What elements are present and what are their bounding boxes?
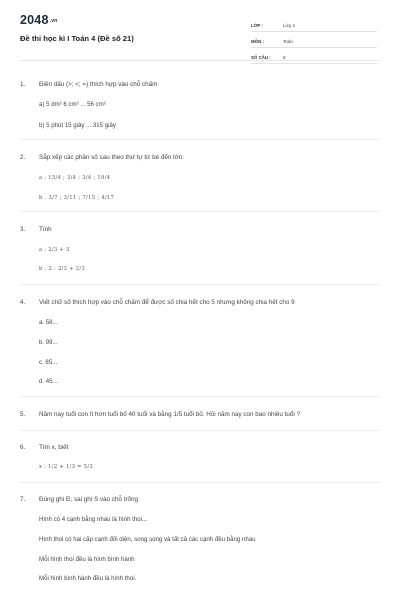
option: d. 45... (39, 378, 58, 385)
exam-meta (251, 16, 377, 64)
option: x : 1/2 + 1/3 = 5/3 (39, 464, 94, 470)
divider (20, 430, 380, 431)
option: a . 2/3 + 3 (39, 247, 70, 253)
option: b) 5 phút 15 giây ... 315 giây (39, 122, 116, 129)
option: Hình thoi có hai cặp cạnh đối diện, song song và tất cả các cạnh đều bằng nhau (39, 536, 256, 543)
option: b . 2 : 2/3 + 2/3 (39, 266, 86, 272)
meta-question-count: SỐ CÂU : 8 (251, 48, 377, 64)
divider (20, 211, 380, 212)
option: Mỗi hình bình hành đều là hình thoi. (39, 575, 137, 582)
option: a. 58... (39, 319, 58, 326)
header-divider (20, 60, 380, 61)
exam-page: 2048.vn Đề thi học kì I Toán 4 (Đề số 21) LỚP : Lớp 4 MÔN : Toán SỐ CÂU : 8 1. Điền dấu (>; <; =) thích hợp vào chỗ chấm a) 5 dm² 6 cm² ... 56 cm² b) 5 phút 15 giây ... 315 giây 2. Sắp xếp các phân số sau theo thứ tự từ bé đến lớn: a . 15/4 ; 3/4 ; 3/4 ; 19/4 b . 3/7 ; 3/11 ; 7/15 ; 4/17 3. Tính a . 2/3 + 3 b . 2 : 2/3 + 2/3 4. Viết chữ số thích hợp vào chỗ chấm để được số chia hết cho 5 nhưng không chia hết cho 9 a. 58... b. 99... c. 85... d. 45... 5. Năm nay tuổi con ít hơn tuổi bố 40 tuổi và bằng 1/5 tuổi bố. Hỏi năm nay con bao nhiêu tuổi ? 6. Tìm x, biết x : 1/2 + 1/3 = 5/3 7. Đúng ghi Đ, sai ghi S vào chỗ trống Hình có 4 cạnh bằng nhau là hình thoi... Hình thoi có hai cặp cạnh đối diện, song song và tất cả các cạnh đều bằng nhau Mỗi hình thoi đều là hình bình hành Mỗi hình bình hành đều là hình thoi. (0, 0, 400, 600)
site-logo[interactable]: 2048.vn (20, 13, 58, 27)
option: Mỗi hình thoi đều là hình bình hành (39, 556, 135, 563)
meta-class: LỚP : Lớp 4 (251, 16, 377, 32)
exam-title: Đề thi học kì I Toán 4 (Đề số 21) (20, 34, 134, 43)
option: b . 3/7 ; 3/11 ; 7/15 ; 4/17 (39, 195, 115, 201)
option: a) 5 dm² 6 cm² ... 56 cm² (39, 101, 106, 108)
divider (20, 284, 380, 285)
divider (20, 482, 380, 483)
option: c. 85... (39, 359, 58, 366)
option: b. 99... (39, 339, 58, 346)
divider (20, 139, 380, 140)
meta-subject: MÔN : Toán (251, 32, 377, 48)
option: a . 15/4 ; 3/4 ; 3/4 ; 19/4 (39, 175, 111, 181)
divider (20, 396, 380, 397)
option: Hình có 4 cạnh bằng nhau là hình thoi... (39, 516, 148, 523)
